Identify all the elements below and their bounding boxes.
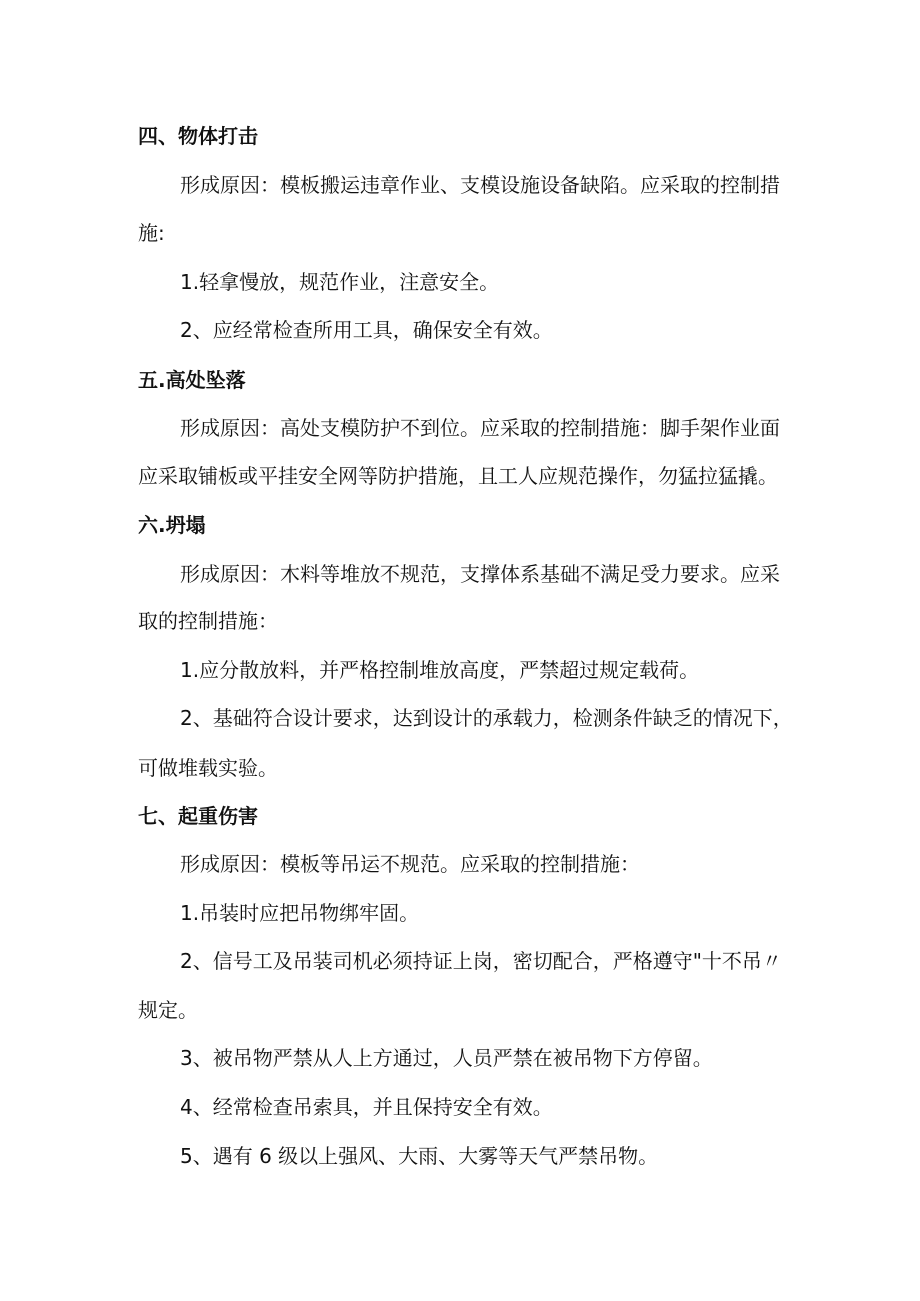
paragraph-line: 形成原因：高处支模防护不到位。应采取的控制措施：脚手架作业面	[180, 416, 780, 440]
paragraph-line: 规定。	[138, 998, 198, 1022]
section-heading-4: 四、物体打击	[138, 124, 258, 148]
list-item: 2、应经常检查所用工具，确保安全有效。	[180, 318, 553, 342]
list-item: 3、被吊物严禁从人上方通过，人员严禁在被吊物下方停留。	[180, 1046, 713, 1070]
paragraph-line: 取的控制措施：	[138, 609, 278, 633]
paragraph-line: 应采取铺板或平挂安全网等防护措施，且工人应规范操作，勿猛拉猛撬。	[138, 464, 778, 488]
paragraph-line: 形成原因：模板等吊运不规范。应采取的控制措施：	[180, 852, 640, 876]
list-item: 5、遇有 6 级以上强风、大雨、大雾等天气严禁吊物。	[180, 1144, 659, 1168]
section-heading-7: 七、起重伤害	[138, 804, 258, 828]
list-item: 2、基础符合设计要求，达到设计的承载力，检测条件缺乏的情况下，	[180, 706, 793, 730]
paragraph-line: 可做堆载实验。	[138, 756, 278, 780]
paragraph-line: 形成原因：木料等堆放不规范，支撑体系基础不满足受力要求。应采	[180, 562, 780, 586]
list-item: 1.吊装时应把吊物绑牢固。	[180, 901, 420, 925]
list-item: 1.应分散放料，并严格控制堆放高度，严禁超过规定载荷。	[180, 658, 700, 682]
list-item: 2、信号工及吊装司机必须持证上岗，密切配合，严格遵守"十不吊〃	[180, 949, 782, 973]
list-item: 1.轻拿慢放，规范作业，注意安全。	[180, 270, 500, 294]
paragraph-line: 施:	[138, 221, 165, 245]
list-item: 4、经常检查吊索具，并且保持安全有效。	[180, 1095, 553, 1119]
paragraph-line: 形成原因：模板搬运违章作业、支模设施设备缺陷。应采取的控制措	[180, 173, 780, 197]
section-heading-5: 五.高处坠落	[138, 368, 246, 392]
section-heading-6: 六.坍塌	[138, 513, 206, 537]
